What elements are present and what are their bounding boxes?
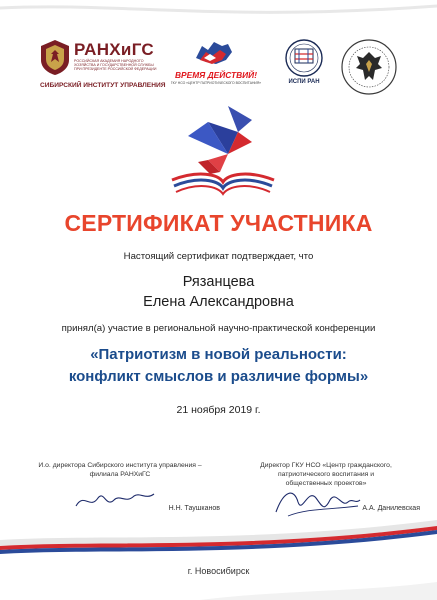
ranepa-eagle-emblem-icon (38, 38, 72, 76)
ispi-ran-logo (281, 38, 327, 94)
vremya-subtitle: ГКУ НСО «ЦЕНТР ПАТРИОТИЧЕСКОГО ВОСПИТАНИЯ» (170, 81, 262, 85)
right-position-line2: патриотического воспитания и (277, 471, 374, 478)
top-wave-decoration (0, 0, 437, 40)
ispi-ran-emblem-icon (281, 38, 327, 80)
right-position-line3: общественных проектов» (285, 480, 367, 487)
participant-given-names: Елена Александровна (143, 294, 294, 310)
left-position-line2: филиала РАНХиГС (89, 471, 151, 478)
left-signatory-position (22, 461, 218, 479)
left-position-line1: И.о. директора Сибирского института управления – (38, 462, 202, 469)
rosgvardia-emblem-icon (340, 38, 398, 96)
russia-map-icon (192, 38, 236, 68)
ispi-ran-label: ИСПИ РАН (288, 79, 320, 85)
origami-bird-book-icon (168, 102, 278, 200)
left-signatory-name: Н.Н. Таушканов (168, 505, 220, 512)
bottom-tricolor-wave-decoration (0, 500, 437, 600)
ranepa-title: РАНХиГС (74, 40, 154, 59)
confirm-line: Настоящий сертификат подтверждает, что (123, 251, 314, 262)
right-position-line1: Директор ГКУ НСО «Центр гражданского, (260, 462, 392, 469)
ranepa-subtitle: РОССИЙСКАЯ АКАДЕМИЯ НАРОДНОГО ХОЗЯЙСТВА И ГОСУДАРСТВЕННОЙ СЛУЖБЫ ПРИ ПРЕЗИДЕНТЕ РОССИЙСКОЙ ФЕДЕРАЦИИ (74, 59, 157, 71)
participation-line: принял(а) участие в региональной научно-практической конференции (61, 323, 376, 334)
conference-title-line1: «Патриотизм в новой реальности: (90, 346, 347, 363)
vremya-deystviy-logo (170, 38, 262, 94)
ranepa-branch-name: СИБИРСКИЙ ИНСТИТУТ УПРАВЛЕНИЯ (40, 82, 166, 89)
event-date: 21 ноября 2019 г. (176, 404, 261, 416)
ranepa-logo (38, 38, 166, 98)
participant-surname: Рязанцева (182, 274, 255, 290)
city-label: г. Новосибирск (187, 566, 250, 576)
certificate-title: СЕРТИФИКАТ УЧАСТНИКА (64, 210, 373, 236)
right-signatory-name: А.А. Данилевская (362, 505, 420, 512)
conference-title-line2: конфликт смыслов и различие формы» (68, 368, 369, 385)
vremya-title: ВРЕМЯ ДЕЙСТВИЙ! (174, 70, 257, 80)
